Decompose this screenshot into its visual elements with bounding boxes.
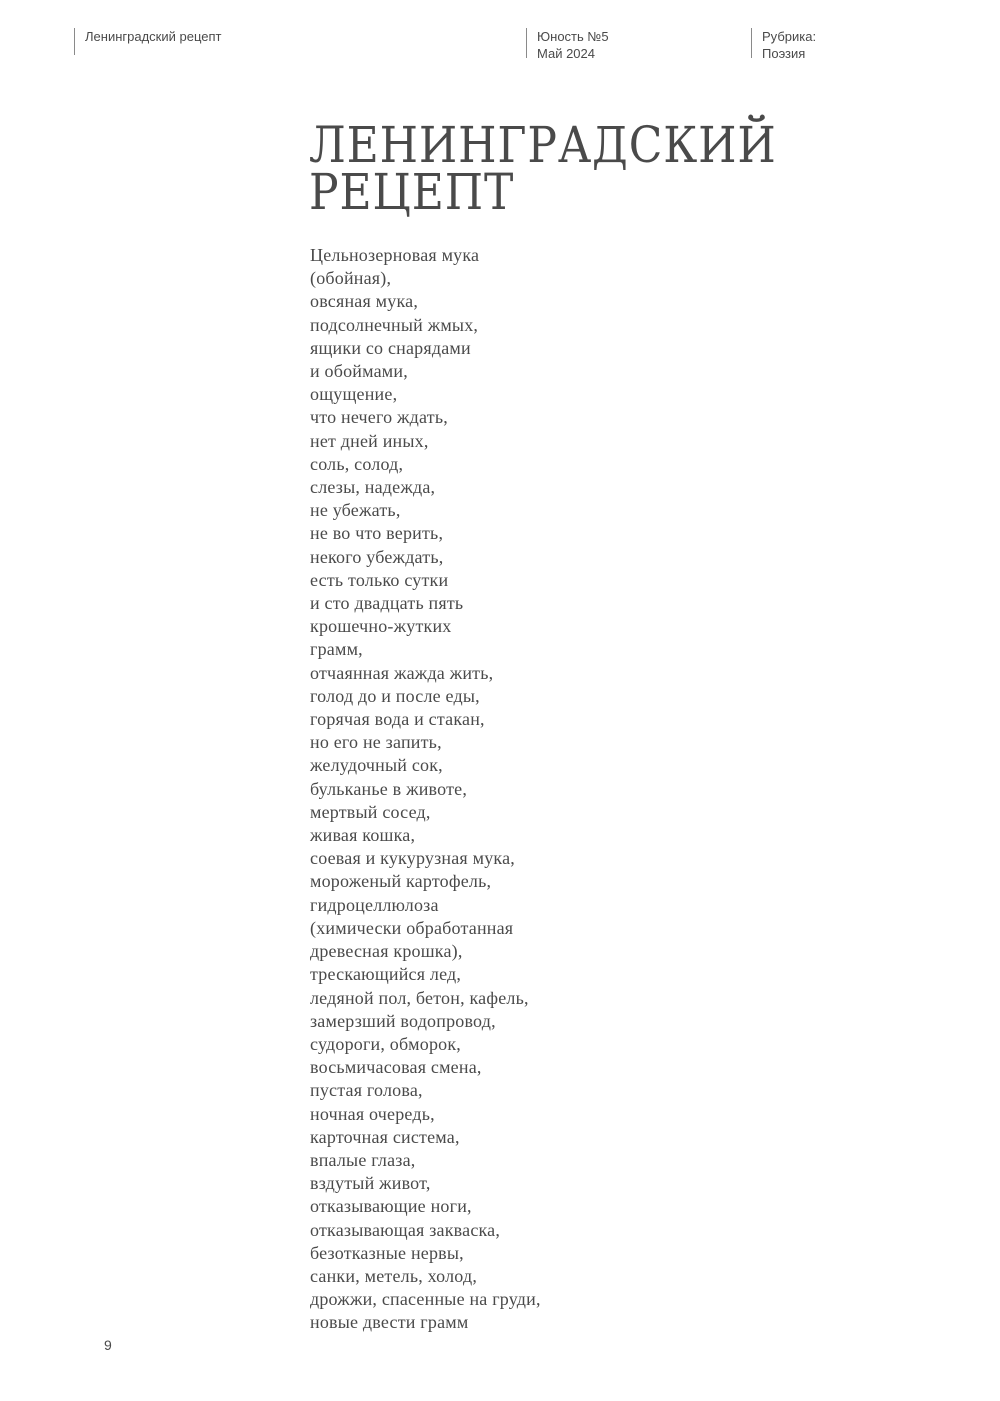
poem-line: слезы, надежда, bbox=[310, 477, 436, 498]
poem-line: желудочный сок, bbox=[310, 755, 443, 776]
poem-line: отказывающая закваска, bbox=[310, 1219, 501, 1240]
poem-line: санки, метель, холод, bbox=[310, 1265, 478, 1286]
poem-line: голод до и после еды, bbox=[310, 685, 480, 706]
poem-line: ощущение, bbox=[310, 384, 398, 405]
poem-line: древесная крошка), bbox=[310, 941, 463, 962]
poem-line: впалые глаза, bbox=[310, 1149, 416, 1170]
poem-title bbox=[309, 116, 872, 221]
poem-line: карточная система, bbox=[310, 1126, 460, 1147]
poem-line: безотказные нервы, bbox=[310, 1242, 464, 1263]
poem-line: (обойная), bbox=[310, 268, 392, 289]
poem-line: не убежать, bbox=[310, 500, 401, 521]
poem-line: соевая и кукурузная мука, bbox=[310, 848, 515, 869]
poem-body bbox=[310, 244, 730, 1335]
poem-line: грамм, bbox=[310, 639, 363, 660]
poem-line: крошечно-жутких bbox=[310, 616, 452, 637]
poem-line: отчаянная жажда жить, bbox=[310, 662, 494, 683]
poem-line: судороги, обморок, bbox=[310, 1033, 462, 1054]
poem-line: овсяная мука, bbox=[310, 291, 419, 312]
poem-line: нет дней иных, bbox=[310, 430, 429, 451]
poem-line: но его не запить, bbox=[310, 732, 442, 753]
poem-line: (химически обработанная bbox=[310, 917, 514, 938]
poem-line: ночная очередь, bbox=[310, 1103, 435, 1124]
header-rubric-label: Рубрика: bbox=[762, 29, 817, 44]
poem-line: живая кошка, bbox=[310, 825, 416, 846]
poem-title-line: ЛЕНИНГРАДСКИЙ bbox=[309, 116, 777, 174]
poem-line: соль, солод, bbox=[310, 453, 404, 474]
poem-line: мороженый картофель, bbox=[310, 871, 492, 892]
poem-line: гидроцеллюлоза bbox=[310, 894, 439, 915]
poem-line: не во что верить, bbox=[310, 523, 444, 544]
header-issue-info bbox=[526, 28, 609, 61]
page-number: 9 bbox=[104, 1337, 112, 1353]
poem-line: подсолнечный жмых, bbox=[310, 314, 479, 335]
header-date: Май 2024 bbox=[537, 46, 595, 61]
poem-line: Цельнозерновая мука bbox=[310, 245, 480, 265]
poem-line: пустая голова, bbox=[310, 1080, 423, 1101]
poem-line: трескающийся лед, bbox=[310, 964, 462, 985]
poem-line: и обоймами, bbox=[310, 361, 408, 382]
header-rubric-value: Поэзия bbox=[762, 46, 806, 61]
poem-line: новые двести грамм bbox=[310, 1312, 469, 1333]
poem-title-line: РЕЦЕПТ bbox=[309, 163, 515, 221]
poem-line: дрожжи, спасенные на груди, bbox=[310, 1289, 541, 1310]
poem-line: мертвый сосед, bbox=[310, 801, 431, 822]
poem-line: замерзший водопровод, bbox=[310, 1010, 496, 1031]
poem-line: некого убеждать, bbox=[310, 546, 444, 567]
poem-line: бульканье в животе, bbox=[310, 778, 468, 799]
header-title: Ленинградский рецепт bbox=[85, 29, 222, 44]
poem-line: восьмичасовая смена, bbox=[310, 1057, 482, 1078]
poem-line: что нечего ждать, bbox=[310, 407, 448, 428]
poem-line: отказывающие ноги, bbox=[310, 1196, 472, 1217]
header-rubric bbox=[751, 28, 817, 61]
poem-line: горячая вода и стакан, bbox=[310, 709, 485, 730]
poem-line: вздутый живот, bbox=[310, 1173, 431, 1194]
poem-line: ящики со снарядами bbox=[310, 337, 471, 358]
header-section-title bbox=[74, 28, 221, 55]
poem-line: есть только сутки bbox=[310, 569, 449, 590]
header-issue: Юность №5 bbox=[537, 29, 609, 44]
poem-line: ледяной пол, бетон, кафель, bbox=[310, 987, 529, 1008]
poem-line: и сто двадцать пять bbox=[310, 593, 464, 614]
